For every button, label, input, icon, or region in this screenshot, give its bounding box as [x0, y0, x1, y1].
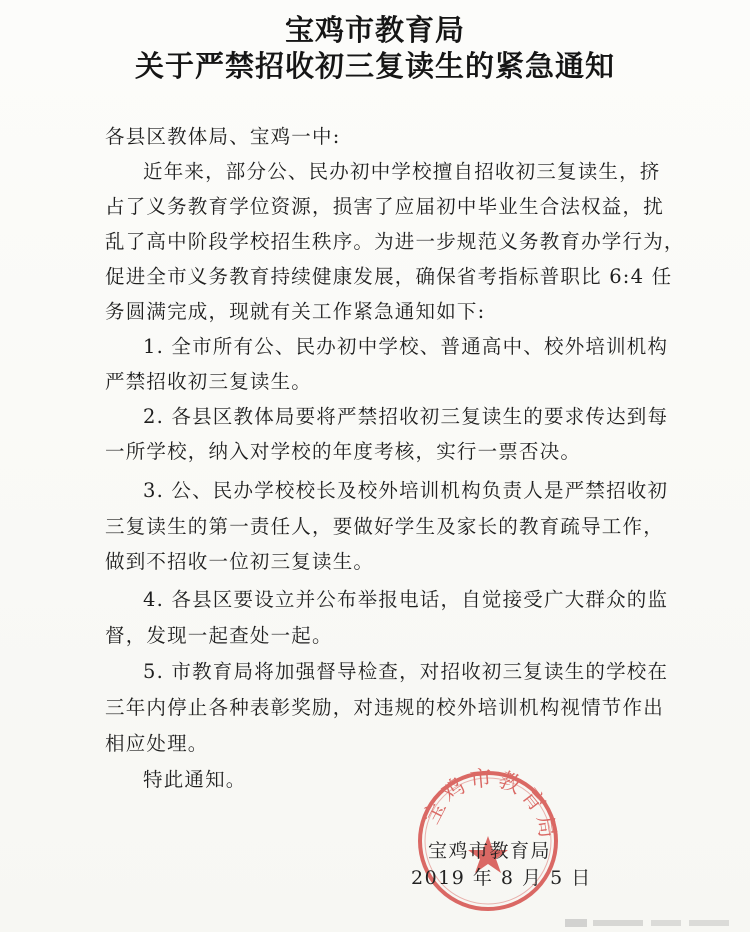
- list-item-1-line-1: 1. 全市所有公、民办初中学校、普通高中、校外培训机构: [143, 335, 669, 358]
- body-line: 占了义务教育学位资源，损害了应届初中毕业生合法权益，扰: [105, 195, 664, 218]
- salutation: 各县区教体局、宝鸡一中:: [105, 125, 341, 148]
- list-item-1-line-2: 严禁招收初三复读生。: [105, 370, 313, 393]
- closing-remark: 特此通知。: [143, 768, 247, 791]
- watermark-icon: [565, 915, 735, 929]
- list-item-3-line-3: 做到不招收一位初三复读生。: [105, 550, 375, 573]
- signature-date: 2019 年 8 月 5 日: [411, 867, 592, 889]
- list-item-3-line-2: 三复读生的第一责任人，要做好学生及家长的教育疏导工作，: [105, 515, 664, 538]
- list-item-5-line-3: 相应处理。: [105, 732, 209, 755]
- document-title-line-1: 宝鸡市教育局: [284, 13, 465, 47]
- list-item-2-line-2: 一所学校，纳入对学校的年度考核，实行一票否决。: [105, 440, 582, 463]
- list-item-4-line-2: 督，发现一起查处一起。: [105, 624, 333, 647]
- svg-text:宝鸡市教育局: 宝鸡市教育局: [418, 766, 561, 844]
- body-line: 务圆满完成，现就有关工作紧急通知如下:: [105, 300, 486, 323]
- document-title-line-2: 关于严禁招收初三复读生的紧急通知: [134, 49, 615, 83]
- body-line: 乱了高中阶段学校招生秩序。为进一步规范义务教育办学行为，: [105, 230, 685, 253]
- list-item-4-line-1: 4. 各县区要设立并公布举报电话，自觉接受广大群众的监: [143, 588, 669, 611]
- signature-organization: 宝鸡市教育局: [428, 840, 552, 862]
- list-item-5-line-2: 三年内停止各种表彰奖励，对违规的校外培训机构视情节作出: [105, 696, 664, 719]
- list-item-2-line-1: 2. 各县区教体局要将严禁招收初三复读生的要求传达到每: [143, 405, 669, 428]
- list-item-5-line-1: 5. 市教育局将加强督导检查，对招收初三复读生的学校在: [143, 660, 669, 683]
- list-item-3-line-1: 3. 公、民办学校校长及校外培训机构负责人是严禁招收初: [143, 479, 669, 502]
- body-line: 近年来，部分公、民办初中学校擅自招收初三复读生，挤: [143, 160, 661, 183]
- body-line: 促进全市义务教育持续健康发展，确保省考指标普职比 6:4 任: [105, 265, 673, 288]
